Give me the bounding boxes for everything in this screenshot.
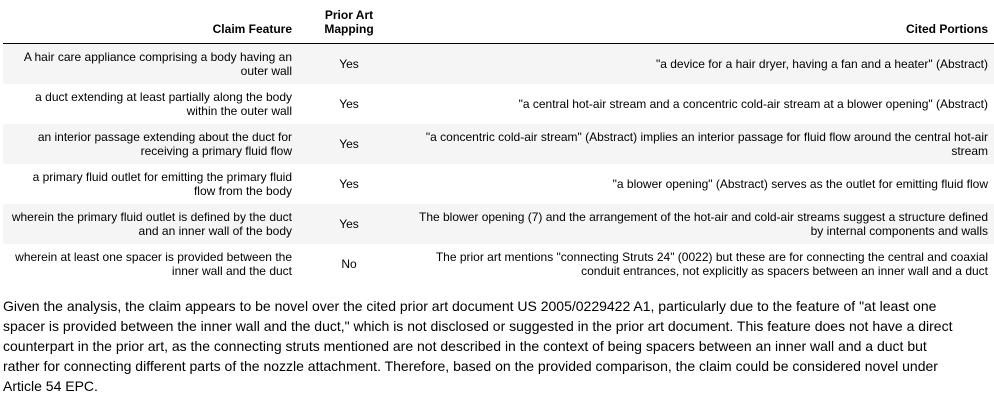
table-row: [3, 244, 994, 284]
comparison-table-container: [3, 0, 988, 284]
claim-feature-cell: A hair care appliance comprising a body having an outer wall: [3, 44, 298, 85]
cited-portions-cell: "a central hot-air stream and a concentric cold-air stream at a blower opening" (Abstract): [400, 84, 994, 124]
cited-portions-cell: "a blower opening" (Abstract) serves as the outlet for emitting fluid flow: [400, 164, 994, 204]
cited-portions-cell: The blower opening (7) and the arrangement of the hot-air and cold-air streams suggest a structure defined by internal components and walls: [400, 204, 994, 244]
cited-portions-cell: "a concentric cold-air stream" (Abstract) implies an interior passage for fluid flow around the central hot-air stream: [400, 124, 994, 164]
mapping-cell: Yes: [298, 84, 400, 124]
mapping-cell: Yes: [298, 204, 400, 244]
header-cited-portions: Cited Portions: [400, 0, 994, 44]
header-prior-art-mapping-label: Prior Art Mapping: [324, 8, 374, 36]
table-row: [3, 44, 994, 85]
claim-feature-cell: a duct extending at least partially along the body within the outer wall: [3, 84, 298, 124]
table-row: [3, 84, 994, 124]
header-claim-feature: Claim Feature: [3, 0, 298, 44]
cited-portions-cell: The prior art mentions "connecting Struts 24" (0022) but these are for connecting the central and coaxial conduit entrances, not explicitly as spacers between an inner wall and a duct: [400, 244, 994, 284]
mapping-cell: Yes: [298, 44, 400, 85]
header-prior-art-mapping: [298, 0, 400, 44]
conclusion-paragraph: Given the analysis, the claim appears to be novel over the cited prior art document US 2005/0229422 A1, particularly due to the feature of "at least one spacer is provided between the inner wall and the duct," which is not disclosed or suggested in the prior art document. This feature does not have a direct counterpart in the prior art, as the connecting struts mentioned are not described in the context of being spacers between an inner wall and a duct but rather for connecting different parts of the nozzle attachment. Therefore, based on the provided comparison, the claim could be considered novel under Article 54 EPC.: [3, 298, 953, 394]
cited-portions-cell: "a device for a hair dryer, having a fan and a heater" (Abstract): [400, 44, 994, 85]
table-header-row: [3, 0, 994, 44]
claim-feature-cell: a primary fluid outlet for emitting the primary fluid flow from the body: [3, 164, 298, 204]
mapping-cell: Yes: [298, 164, 400, 204]
claim-comparison-table: [3, 0, 994, 284]
table-row: [3, 124, 994, 164]
claim-feature-cell: an interior passage extending about the duct for receiving a primary fluid flow: [3, 124, 298, 164]
claim-feature-cell: wherein the primary fluid outlet is defined by the duct and an inner wall of the body: [3, 204, 298, 244]
mapping-cell: Yes: [298, 124, 400, 164]
claim-feature-cell: wherein at least one spacer is provided between the inner wall and the duct: [3, 244, 298, 284]
table-row: [3, 164, 994, 204]
mapping-cell: No: [298, 244, 400, 284]
table-row: [3, 204, 994, 244]
